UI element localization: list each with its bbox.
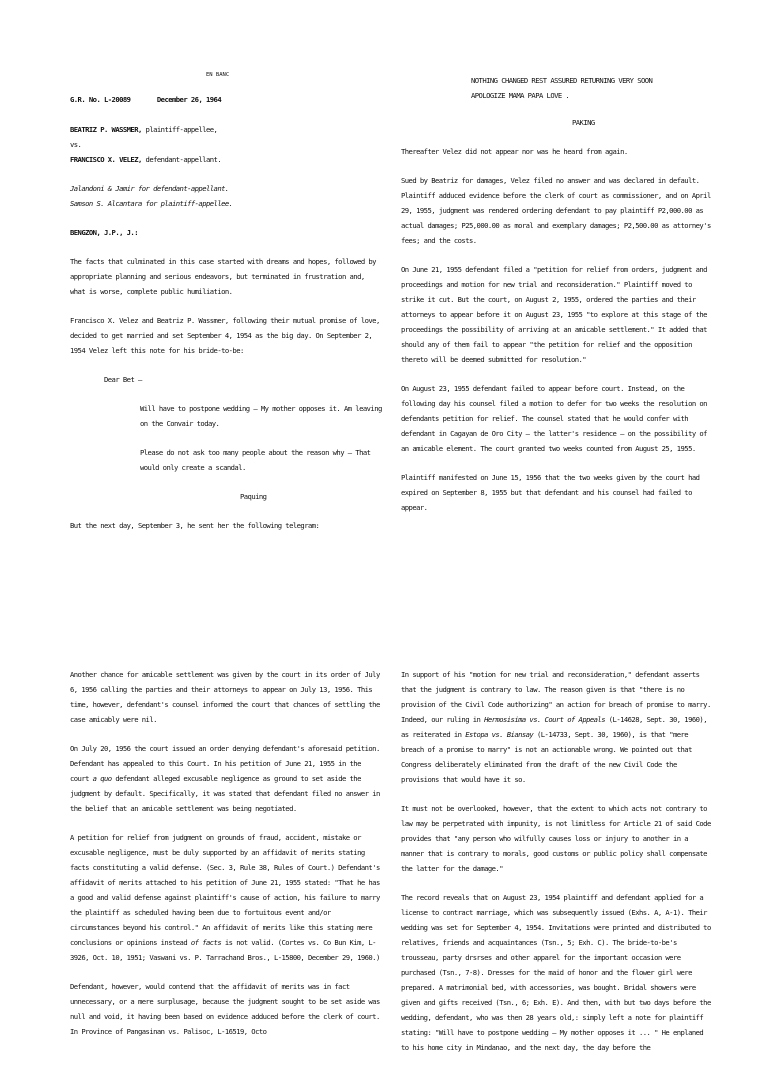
paragraph: Defendant, however, would contend that the affidavit of merits was in fact unnecessary, or a mere surplusage, because the judgment sought to be set aside was null and void, it having been based on evidence adduced before the clerk of court. In Province of Pangasinan vs. Palisoc, L-16519, Octo	[70, 982, 380, 1036]
note-salutation: Dear Bet —	[104, 375, 142, 384]
paragraph: Plaintiff manifested on June 15, 1956 that the two weeks given by the court had expired on September 8, 1955 but that defendant and his counsel had failed to appear.	[401, 473, 700, 512]
page1-right-column	[401, 73, 713, 529]
page1-left-column	[70, 70, 382, 533]
telegram-line: NOTHING CHANGED REST ASSURED RETURNING VERY SOON	[471, 76, 653, 85]
party1-name: BEATRIZ P. WASSMER,	[70, 125, 142, 134]
page2-left-column	[70, 667, 382, 1053]
party2-name: FRANCISCO X. VELEZ,	[70, 155, 142, 164]
paragraph: But the next day, September 3, he sent her the following telegram:	[70, 521, 320, 530]
document-page-2	[0, 512, 768, 1052]
telegram-line: APOLOGIZE MAMA PAPA LOVE .	[471, 91, 570, 100]
note-paragraph: Will have to postpone wedding — My mother opposes it. Am leaving on the Convair today.	[140, 404, 382, 428]
case-number: G.R. No. L-20089	[70, 95, 131, 104]
paragraph: The record reveals that on August 23, 1954 plaintiff and defendant applied for a license to contract marriage, which was subsequently issued (Exhs. A, A-1). Their wedding was set for September 4, 1954. Invitations were printed and distributed to relatives, friends and acquaintances (Tsn., 5; Exh. C). The bride-to-be's trousseau, party drsrses and other apparel for the important occasion were purchased (Tsn., 7-8). Dresses for the maid of honor and the flower girl were prepared. A matrimonial bed, with accessories, was bought. Bridal showers were given and gifts received (Tsn., 6; Exh. E). And then, with but two days before the wedding, defendant, who was then 28 years old,: simply left a note for plaintiff stating: "Will have to postpone wedding — My mother opposes it ... " He enplaned to his home city in Mindanao, and the next day, the day before the	[401, 893, 711, 1052]
counsel-defendant: Jalandoni & Jamir for defendant-appellant.	[70, 184, 229, 193]
paragraph: It must not be overlooked, however, that the extent to which acts not contrary to law may be perpetrated with impunity, is not limitless for Article 21 of said Code provides that "any person who wilfully causes loss or injury to another in a manner that is contrary to morals, good customs or public policy shall compensate the latter for the damage."	[401, 804, 711, 873]
case-number-line	[70, 92, 382, 107]
case-date: December 26, 1964	[156, 95, 222, 104]
note-signature: Paquing	[240, 492, 267, 501]
ponente: BENGZON, J.P., J.:	[70, 228, 138, 237]
paragraph: Another chance for amicable settlement was given by the court in its order of July 6, 1956 calling the parties and their attorneys to appear on July 13, 1956. This time, however, defendant's counsel informed the court that chances of settling the case amicably were nil.	[70, 670, 380, 724]
paragraph: Francisco X. Velez and Beatriz P. Wassmer, following their mutual promise of love, decided to get married and set September 4, 1954 as the big day. On September 2, 1954 Velez left this note for his bride-to-be:	[70, 316, 380, 355]
page2-right-column	[401, 667, 713, 1069]
paragraph: The facts that culminated in this case started with dreams and hopes, followed by appropriate planning and serious endeavors, but terminated in frustration and, what is worse, complete public humiliation.	[70, 257, 376, 296]
paragraph: On August 23, 1955 defendant failed to appear before court. Instead, on the following day his counsel filed a motion to defer for two weeks the resolution on defendants petition for relief. The counsel stated that he would confer with defendant in Cagayan de Oro City — the latter's residence — on the possibility of an amicable element. The court granted two weeks counted from August 25, 1955.	[401, 384, 707, 453]
document-page-1	[0, 0, 768, 530]
versus: vs.	[70, 140, 82, 149]
telegram-signature: PAKING	[572, 118, 595, 127]
paragraph: In support of his "motion for new trial and reconsideration," defendant asserts that the judgment is contrary to law. The reason given is that "there is no provision of the Civil Code authorizing" an action for breach of promise to marry. Indeed, our ruling in Hermosisima vs. Court of Appeals (L-14628, Sept. 30, 1960), as reiterated in Estopa vs. Biansay (L-14733, Sept. 30, 1960), is that "mere breach of a promise to marry" is not an actionable wrong. We pointed out that Congress deliberately eliminated from the draft of the new Civil Code the provisions that would have it so.	[401, 670, 711, 784]
counsel-plaintiff: Samson S. Alcantara for plaintiff-appellee.	[70, 199, 233, 208]
paragraph: Thereafter Velez did not appear nor was he heard from again.	[401, 147, 628, 156]
party1-line	[70, 122, 382, 137]
paragraph: A petition for relief from judgment on grounds of fraud, accident, mistake or excusable negligence, must be duly supported by an affidavit of merits stating facts constituting a valid defense. (Sec. 3, Rule 38, Rules of Court.) Defendant's affidavit of merits attached to his petition of June 21, 1955 stated: "That he has a good and valid defense against plaintiff's cause of action, his failure to marry the plaintiff as scheduled having been due to fortuitous event and/or circumstances beyond his control." An affidavit of merits like this stating mere conclusions or opinions instead of facts is not valid. (Cortes vs. Co Bun Kim, L-3926, Oct. 10, 1951; Vaswani vs. P. Tarrachand Bros., L-15800, December 29, 1960.)	[70, 833, 380, 962]
en-banc-label: EN BANC	[206, 72, 230, 78]
party2-role: defendant-appellant.	[141, 155, 222, 164]
paragraph: On June 21, 1955 defendant filed a "petition for relief from orders, judgment and proceedings and motion for new trial and reconsideration." Plaintiff moved to strike it cut. But the court, on August 2, 1955, ordered the parties and their attorneys to appear before it on August 23, 1955 "to explore at this stage of the proceedings the possibility of arriving at an amicable settlement." It added that should any of them fail to appear "the petition for relief and the opposition thereto will be deemed submitted for resolution."	[401, 265, 707, 364]
paragraph: On July 20, 1956 the court issued an order denying defendant's aforesaid petition. Defendant has appealed to this Court. In his petition of June 21, 1955 in the court a quo defendant alleged excusable negligence as ground to set aside the judgment by default. Specifically, it was stated that defendant filed no answer in the belief that an amicable settlement was being negotiated.	[70, 744, 380, 813]
party1-role: plaintiff-appellee,	[141, 125, 218, 134]
party2-line	[70, 152, 382, 167]
paragraph: Sued by Beatriz for damages, Velez filed no answer and was declared in default. Plaintiff adduced evidence before the clerk of court as commissioner, and on April 29, 1955, judgment was rendered ordering defendant to pay plaintiff P2,000.00 as actual damages; P25,000.00 as moral and exemplary damages; P2,500.00 as attorney's fees; and the costs.	[401, 176, 711, 245]
note-paragraph: Please do not ask too many people about the reason why — That would only create a scandal.	[140, 448, 371, 472]
